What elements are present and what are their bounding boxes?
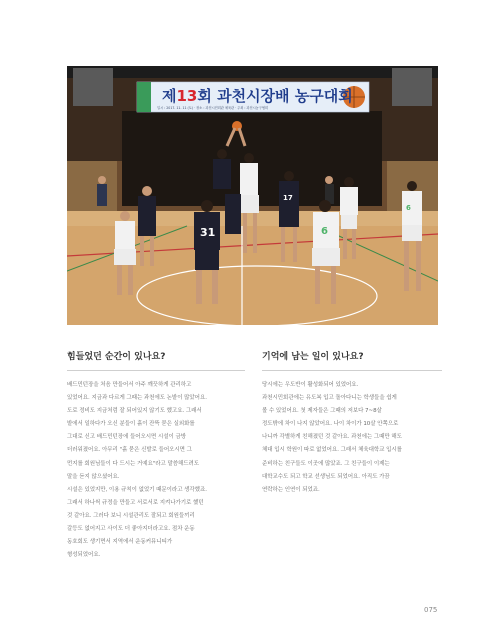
svg-text:제13회 과천시장배 농구대회 <box>162 87 353 105</box>
text-line: 그대로 신고 배드민턴장에 들어오시면 시설이 금방 <box>67 434 187 441</box>
text-line: 볼 수 있었어요. 첫 제자들은 그때의 저보다 7~8살 <box>262 408 382 415</box>
answer-text-left <box>67 379 245 562</box>
heading-divider-right <box>262 370 442 371</box>
jersey-number-31: 31 <box>200 226 216 239</box>
text-line: 먼지를 회원님들이 다 드시는 거예요"라고 말씀해드려도 <box>67 460 200 467</box>
banner-subline: 일시 : 2017. 11. 11 (토) · 장소 : 과천시민회관 체육관 · 주최 : 과천시농구협회 <box>157 106 268 110</box>
text-line: 동호회도 생기면서 지역에서 운동커뮤니티가 <box>67 539 173 546</box>
jersey-number-17: 17 <box>283 194 293 202</box>
banner-title: 회 과천시장배 농구대회 <box>197 87 353 105</box>
jersey-number-6: 6 <box>321 226 328 237</box>
text-line: 밭에서 일하다가 오신 분들이 흙이 잔뜩 묻은 실외화를 <box>67 421 195 428</box>
heading-divider-left <box>67 370 245 371</box>
text-line: 대학교수도 되고 학교 선생님도 되었어요. 아직도 가끔 <box>262 473 390 480</box>
text-line: 정도밖에 차이 나지 않았어요. 나이 차이가 10살 안쪽으로 <box>262 421 399 428</box>
text-line: 연락하는 인연이 되었죠. <box>262 486 320 493</box>
question-heading-right: 기억에 남는 일이 있나요? <box>262 352 364 362</box>
jersey-number-6b: 6 <box>406 204 411 212</box>
text-line: 당시에는 우도반이 활성화되어 있었어요. <box>262 382 359 388</box>
text-line: 체대 입시 학원이 따로 없었어요. 그래서 체육대학교 입시를 <box>262 447 402 454</box>
text-line: 말을 듣지 않으셨어요. <box>67 473 120 480</box>
text-line: 갈등도 없어지고 사이도 더 좋아지더라고요. 점차 운동 <box>67 526 195 533</box>
answer-text-right <box>262 379 442 497</box>
text-line: 시설은 있었지만, 이용 규칙이 없었기 때문이라고 생각했죠. <box>67 486 207 493</box>
text-line: 있었어요. 지금과 다르게 그때는 과천에도 논밭이 많았어요. <box>67 395 207 402</box>
text-line: 그래서 하나씩 규정을 만들고 서로서로 지켜나가기로 했던 <box>67 499 204 506</box>
photo-scene <box>67 66 438 325</box>
banner-number: 13 <box>176 87 198 105</box>
text-line: 도로 정비도 지금처럼 잘 되어있지 않기도 했고요. 그래서 <box>67 408 202 415</box>
text-line: 준비하는 친구들도 이곳에 많았죠. 그 친구들이 이제는 <box>262 460 390 467</box>
question-heading-left: 힘들었던 순간이 있나요? <box>67 352 166 362</box>
basketball-tournament-photo <box>67 66 438 325</box>
text-line: 과천시민회관에는 유도복 입고 돌아다니는 학생들을 쉽게 <box>262 395 397 402</box>
text-line: 더러워졌어요. 아무리 "흙 묻은 신발로 들어오시면 그 <box>67 447 192 454</box>
interview-column-left <box>67 352 245 562</box>
text-line: 형성되었어요. <box>67 552 101 559</box>
interview-column-right <box>262 352 442 497</box>
text-line: 것 같아요. 그러다 보니 시설관리도 잘되고 회원들끼리 <box>67 512 195 519</box>
page-number: 075 <box>424 606 438 614</box>
tournament-banner <box>137 82 369 112</box>
text-line: 나니까 각별하게 친해졌던 것 같아요. 과천에는 그때만 해도 <box>262 434 402 441</box>
text-line: 배드민턴장을 처음 만들어서 아주 깨끗하게 관리하고 <box>67 382 192 388</box>
banner-prefix: 제 <box>162 87 177 105</box>
